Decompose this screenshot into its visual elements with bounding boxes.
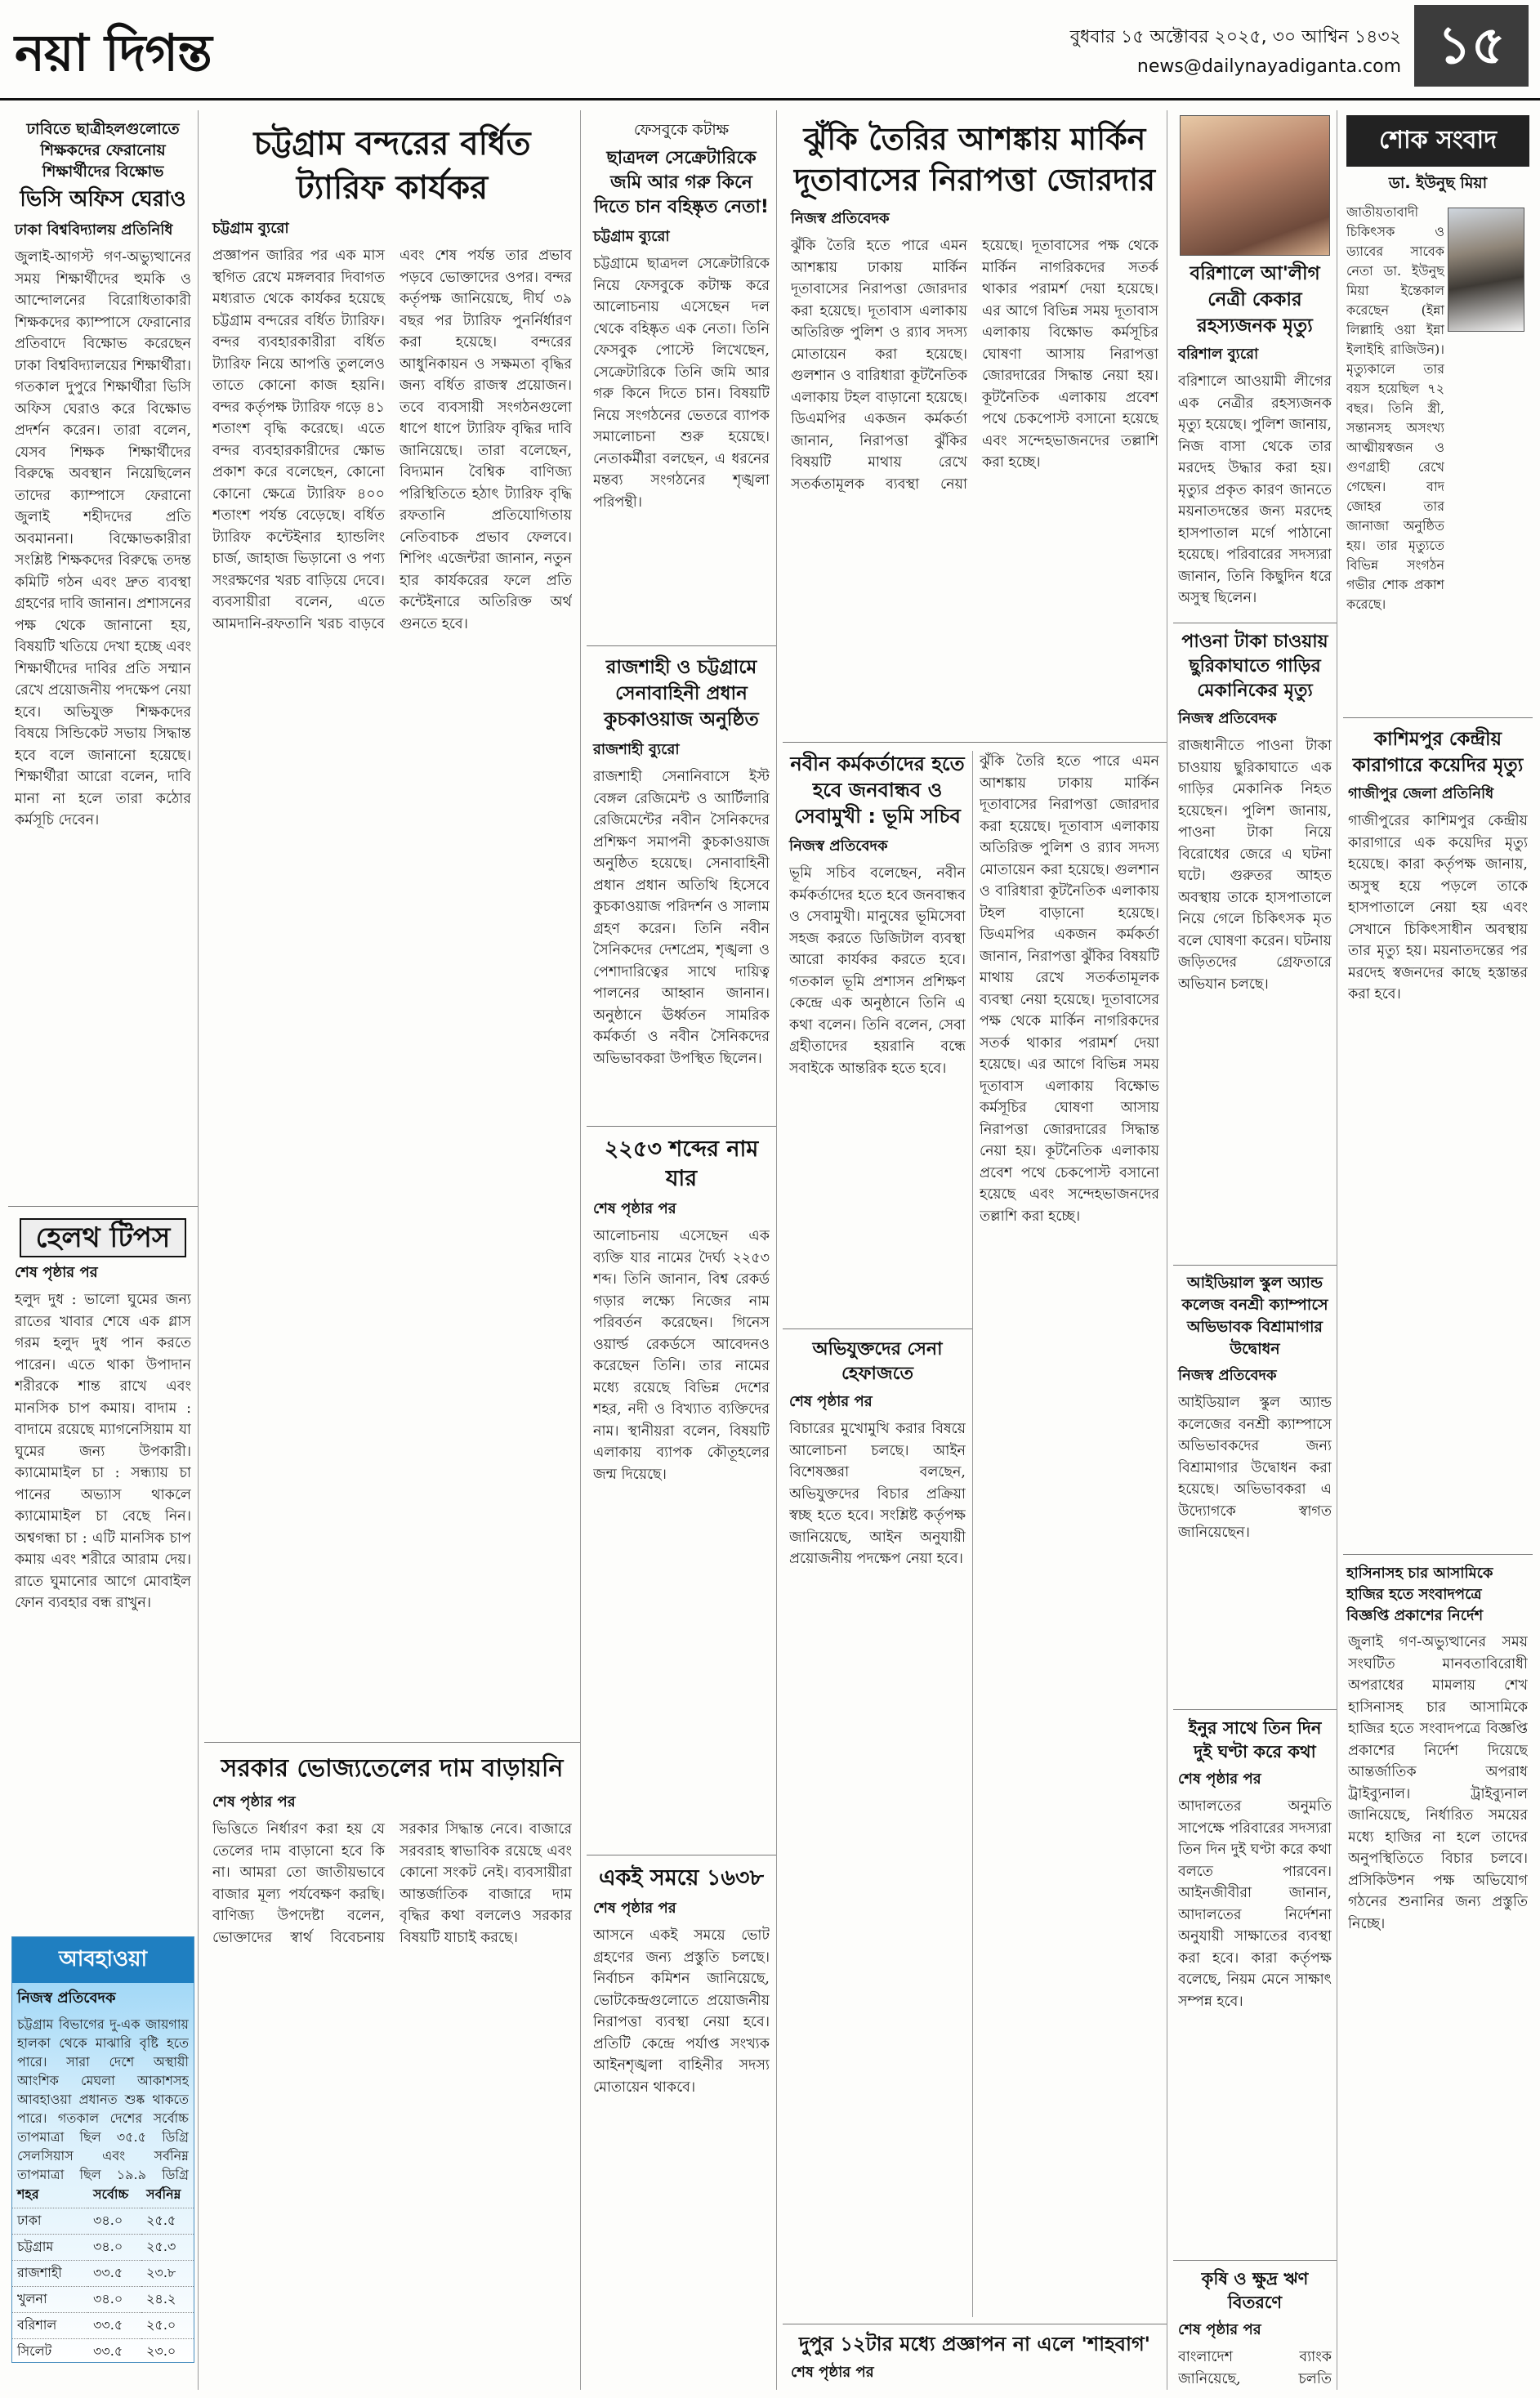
byline: শেষ পৃষ্ঠার পর <box>1178 2321 1261 2338</box>
contact-email: news@dailynayadiganta.com <box>1136 56 1401 77</box>
byline: শেষ পৃষ্ঠার পর <box>593 1200 676 1217</box>
byline: চট্টগ্রাম ব্যুরো <box>212 220 289 237</box>
byline: নিজস্ব প্রতিবেদক <box>791 210 890 227</box>
cell: ৩৩.৫ <box>88 2313 141 2339</box>
article-headline: চট্টগ্রাম বন্দরের বর্ধিত ট্যারিফ কার্যকর <box>253 125 531 207</box>
article-body: আসনে একই সময়ে ভোট গ্রহণের জন্য প্রস্তুতি চলছে। নির্বাচন কমিশন জানিয়েছে, ভোটকেন্দ্রগুলোতে প্রয়োজনীয় নিরাপত্তা ব্যবস্থা নেয়া হবে। প্রতিটি কেন্দ্রে পর্যাপ্ত সংখ্যক আইনশৃঙ্খলা বাহিনীর সদস্য মোতায়েন থাকবে। <box>593 1927 770 2096</box>
table-row <box>12 2339 194 2364</box>
article-body-continued: ঝুঁকি তৈরি হতে পারে এমন আশঙ্কায় ঢাকায় মার্কিন দূতাবাসের নিরাপত্তা জোরদার করা হয়েছে। দূতাবাস এলাকায় অতিরিক্ত পুলিশ ও র‍্যাব সদস্য মোতায়েন করা হয়েছে। গুলশান ও বারিধারা কূটনৈতিক এলাকায় টহল বাড়ানো হয়েছে। ডিএমপির একজন কর্মকর্তা জানান, নিরাপত্তা ঝুঁকির বিষয়টি মাথায় রেখে সতর্কতামূলক ব্যবস্থা নেয়া হয়েছে। দূতাবাসের পক্ষ থেকে মার্কিন নাগরিকদের সতর্ক থাকার পরামর্শ দেয়া হয়েছে। এর আগে বিভিন্ন সময় দূতাবাস এলাকায় বিক্ষোভ কর্মসূচির ঘোষণা আসায় নিরাপত্তা জোরদারের সিদ্ধান্ত নেয়া হয়। কূটনৈতিক এলাকায় প্রবেশ পথে চেকপোস্ট বসানো হয়েছে এবং সন্দেহভাজনদের তল্লাশি করা হচ্ছে। <box>980 753 1159 1225</box>
dateline <box>1070 23 1401 82</box>
article-body: ভিত্তিতে নির্ধারণ করা হয় যে তেলের দাম বাড়ানো হবে কি না। আমরা তো জাতীয়ভাবে বাজার মূল্য পর্যবেক্ষণ করছি। বাণিজ্য উপদেষ্টা বলেন, ভোক্তাদের স্বার্থ বিবেচনায় সরকার সিদ্ধান্ত নেবে। বাজারে সরবরাহ স্বাভাবিক রয়েছে এবং কোনো সংকট নেই। ব্যবসায়ীরা আন্তর্জাতিক বাজারে দাম বৃদ্ধির কথা বললেও সরকার বিষয়টি যাচাই করছে। <box>212 1821 572 1946</box>
weather-table <box>12 2182 194 2363</box>
cell: ২৫.৫ <box>141 2208 194 2235</box>
byline: চট্টগ্রাম ব্যুরো <box>593 228 670 245</box>
byline: নিজস্ব প্রতিবেদক <box>17 1989 116 2007</box>
article-body: বরিশালে আওয়ামী লীগের এক নেত্রীর রহস্যজনক মৃত্যু হয়েছে। পুলিশ জানায়, নিজ বাসা থেকে তার মরদেহ উদ্ধার করা হয়। মৃত্যুর প্রকৃত কারণ জানতে ময়নাতদন্তের জন্য মরদেহ হাসপাতাল মর্গে পাঠানো হয়েছে। পরিবারের সদস্যরা জানান, তিনি কিছুদিন ধরে অসুস্থ ছিলেন। <box>1178 373 1332 606</box>
cell: ৩৩.৫ <box>88 2261 141 2287</box>
sub-column-left <box>783 751 973 2317</box>
article-kicker: ফেসবুকে কটাক্ষ <box>633 121 730 139</box>
obituary-block <box>1343 203 1533 709</box>
article-headline: রাজশাহী ও চট্টগ্রামে সেনাবাহিনী প্রধান কুচকাওয়াজ অনুষ্ঠিত <box>604 657 759 730</box>
table-row <box>12 2313 194 2339</box>
article-headline: নবীন কর্মকর্তাদের হতে হবে জনবান্ধব ও সেবামুখী : ভূমি সচিব <box>790 752 965 828</box>
cell: ৩৩.৫ <box>88 2339 141 2364</box>
article-headline: একই সময়ে ১৬৩৮ <box>598 1865 764 1891</box>
sub-column-right <box>973 751 1166 2317</box>
byline: শেষ পৃষ্ঠার পর <box>15 1264 98 1281</box>
article-headline: ঝুঁকি তৈরির আশঙ্কায় মার্কিন দূতাবাসের নিরাপত্তা জোরদার <box>793 121 1156 198</box>
table-row <box>12 2261 194 2287</box>
obituary-body: জাতীয়তাবাদী চিকিৎসক ও ড্যাবের সাবেক নেতা ডা. ইউনুছ মিয়া ইন্তেকাল করেছেন (ইন্না লিল্লাহি ওয়া ইন্না ইলাইহি রাজিউন)। মৃত্যুকালে তার বয়স হয়েছিল ৭২ বছর। তিনি স্ত্রী, সন্তানসহ অসংখ্য আত্মীয়স্বজন ও গুণগ্রাহী রেখে গেছেন। বাদ জোহর তার জানাজা অনুষ্ঠিত হয়। তার মৃত্যুতে বিভিন্ন সংগঠন গভীর শোক প্রকাশ করেছে। <box>1346 204 1444 612</box>
byline: ঢাকা বিশ্ববিদ্যালয় প্রতিনিধি <box>15 221 173 239</box>
section-title-health-tips: হেলথ টিপস <box>20 1218 186 1257</box>
cell: ৩৪.০ <box>88 2235 141 2261</box>
cell: ২৫.০ <box>141 2313 194 2339</box>
byline: বরিশাল ব্যুরো <box>1178 346 1259 363</box>
byline: শেষ পৃষ্ঠার পর <box>212 1793 296 1811</box>
article-body: রাজধানীতে পাওনা টাকা চাওয়ায় ছুরিকাঘাতে এক গাড়ির মেকানিক নিহত হয়েছেন। পুলিশ জানায়, পাওনা টাকা নিয়ে বিরোধের জেরে এ ঘটনা ঘটে। গুরুতর আহত অবস্থায় তাকে হাসপাতালে নিয়ে গেলে চিকিৎসক মৃত বলে ঘোষণা করেন। ঘটনায় জড়িতদের গ্রেফতারে অভিযান চলছে। <box>1178 738 1332 993</box>
divider <box>204 1742 580 1743</box>
column-6 <box>1343 110 1533 2390</box>
article-headline: ছাত্রদল সেক্রেটারিকে জমি আর গরু কিনে দিতে চান বহিষ্কৃত নেতা! <box>594 148 769 217</box>
header-cell: সর্বনিম্ন <box>141 2182 194 2208</box>
byline: নিজস্ব প্রতিবেদক <box>789 837 888 855</box>
article-body: হলুদ দুধ : ভালো ঘুমের জন্য রাতের খাবার শেষে এক গ্লাস গরম হলুদ দুধ পান করতে পারেন। এতে থাকা উপাদান শরীরকে শান্ত রাখে এবং মানসিক চাপ কমায়। বাদাম : বাদামে রয়েছে ম্যাগনেসিয়াম যা ঘুমের জন্য উপকারী। ক্যামোমাইল চা : সন্ধ্যায় চা পানের অভ্যাস থাকলে ক্যামোমাইল চা বেছে নিন। অশ্বগন্ধা চা : এটি মানসিক চাপ কমায় এবং শরীরে আরাম দেয়। রাতে ঘুমানোর আগে মোবাইল ফোন ব্যবহার বন্ধ রাখুন। <box>15 1292 191 1611</box>
article-body: ঝুঁকি তৈরি হতে পারে এমন আশঙ্কায় ঢাকায় মার্কিন দূতাবাসের নিরাপত্তা জোরদার করা হয়েছে। দূতাবাস এলাকায় অতিরিক্ত পুলিশ ও র‍্যাব সদস্য মোতায়েন করা হয়েছে। গুলশান ও বারিধারা কূটনৈতিক এলাকায় টহল বাড়ানো হয়েছে। ডিএমপির একজন কর্মকর্তা জানান, নিরাপত্তা ঝুঁকির বিষয়টি মাথায় রেখে সতর্কতামূলক ব্যবস্থা নেয়া হয়েছে। দূতাবাসের পক্ষ থেকে মার্কিন নাগরিকদের সতর্ক থাকার পরামর্শ দেয়া হয়েছে। এর আগে বিভিন্ন সময় দূতাবাস এলাকায় বিক্ষোভ কর্মসূচির ঘোষণা আসায় নিরাপত্তা জোরদারের সিদ্ধান্ত নেয়া হয়। কূটনৈতিক এলাকায় প্রবেশ পথে চেকপোস্ট বসানো হয়েছে এবং সন্দেহভাজনদের তল্লাশি করা হচ্ছে। <box>791 238 1158 493</box>
weather-body: চট্টগ্রাম বিভাগের দু-এক জায়গায় হালকা থেকে মাঝারি বৃষ্টি হতে পারে। সারা দেশে অস্থায়ী আংশিক মেঘলা আকাশসহ আবহাওয়া প্রধানত শুষ্ক থাকতে পারে। গতকাল দেশের সর্বোচ্চ তাপমাত্রা ছিল ৩৫.৫ ডিগ্রি সেলসিয়াস এবং সর্বনিম্ন তাপমাত্রা ছিল ১৯.৯ ডিগ্রি <box>17 2016 189 2182</box>
divider <box>783 742 1167 743</box>
article-kicker: ঢাবিতে ছাত্রীহলগুলোতে শিক্ষকদের ফেরানোয় শিক্ষার্থীদের বিক্ষোভ <box>26 120 180 181</box>
divider <box>1173 2260 1337 2261</box>
weather-box <box>11 1936 194 2363</box>
table-row <box>12 2208 194 2235</box>
obituary-photo <box>1448 208 1524 332</box>
article-body: জুলাই গণ-অভ্যুত্থানের সময় সংঘটিত মানবতাবিরোধী অপরাধের মামলায় শেখ হাসিনাসহ চার আসামিকে হাজির হতে সংবাদপত্রে বিজ্ঞপ্তি প্রকাশের নির্দেশ দিয়েছে আন্তর্জাতিক অপরাধ ট্রাইব্যুনাল। ট্রাইব্যুনাল জানিয়েছে, নির্ধারিত সময়ের মধ্যে হাজির না হলে তাদের অনুপস্থিতিতে বিচার চলবে। প্রসিকিউশন পক্ষ অভিযোগ গঠনের শুনানির জন্য প্রস্তুতি নিচ্ছে। <box>1348 1634 1528 1932</box>
cell: ৩৪.০ <box>88 2287 141 2313</box>
weather-title: আবহাওয়া <box>12 1937 194 1983</box>
cell: খুলনা <box>12 2287 88 2313</box>
article-body <box>791 2389 1158 2390</box>
article-body: গাজীপুরের কাশিমপুর কেন্দ্রীয় কারাগারে এক কয়েদির মৃত্যু হয়েছে। কারা কর্তৃপক্ষ জানায়, অসুস্থ হয়ে পড়লে তাকে হাসপাতালে নেয়া হয় এবং সেখানে চিকিৎসাধীন অবস্থায় তার মৃত্যু হয়। ময়নাতদন্তের পর মরদেহ স্বজনদের কাছে হস্তান্তর করা হবে। <box>1348 813 1528 1003</box>
article-headline: হাসিনাসহ চার আসামিকে হাজির হতে সংবাদপত্রে বিজ্ঞপ্তি প্রকাশের নির্দেশ <box>1346 1565 1493 1624</box>
page-number-badge: ১৫ <box>1414 5 1529 87</box>
table-row <box>12 2287 194 2313</box>
article-headline: পাওনা টাকা চাওয়ায় ছুরিকাঘাতে গাড়ির মেকানিকের মৃত্যু <box>1181 632 1328 701</box>
cell: সিলেট <box>12 2339 88 2364</box>
column-3 <box>587 110 777 2390</box>
cell: চট্টগ্রাম <box>12 2235 88 2261</box>
article-body: আলোচনায় এসেছেন এক ব্যক্তি যার নামের দৈর্ঘ্য ২২৫৩ শব্দ। তিনি জানান, বিশ্ব রেকর্ড গড়ার লক্ষ্যে নিজের নাম পরিবর্তন করেছেন। গিনেস ওয়ার্ল্ড রেকর্ডসে আবেদনও করেছেন তিনি। তার নামের মধ্যে রয়েছে বিভিন্ন দেশের শহর, নদী ও বিখ্যাত ব্যক্তিদের নাম। স্থানীয়রা বলেন, বিষয়টি এলাকায় ব্যাপক কৌতূহলের জন্ম দিয়েছে। <box>593 1228 770 1483</box>
obituary-name: ডা. ইউনুছ মিয়া <box>1388 174 1488 192</box>
divider <box>1173 1265 1337 1266</box>
issue-date: বুধবার ১৫ অক্টোবর ২০২৫, ৩০ আশ্বিন ১৪৩২ <box>1069 27 1401 47</box>
cell: ৩৪.০ <box>88 2208 141 2235</box>
divider <box>1343 1554 1533 1555</box>
byline: নিজস্ব প্রতিবেদক <box>1178 1367 1277 1384</box>
divider <box>587 645 776 646</box>
byline: শেষ পৃষ্ঠার পর <box>789 1393 873 1410</box>
cell: রাজশাহী <box>12 2261 88 2287</box>
article-body: চট্টগ্রামে ছাত্রদল সেক্রেটারিকে নিয়ে ফেসবুকে কটাক্ষ করে আলোচনায় এসেছেন দল থেকে বহিষ্কৃত এক নেতা। তিনি ফেসবুক পোস্টে লিখেছেন, সেক্রেটারিকে তিনি জমি আর গরু কিনে দিতে চান। বিষয়টি নিয়ে সংগঠনের ভেতরে ব্যাপক সমালোচনা শুরু হয়েছে। নেতাকর্মীরা বলছেন, এ ধরনের মন্তব্য সংগঠনের শৃঙ্খলা পরিপন্থী। <box>593 256 770 511</box>
divider <box>1343 717 1533 718</box>
divider <box>1173 1709 1337 1710</box>
article-headline: কৃষি ও ক্ষুদ্র ঋণ বিতরণে <box>1201 2269 1309 2312</box>
column-5 <box>1173 110 1337 2390</box>
table-header <box>12 2182 194 2208</box>
cell: ২৫.৩ <box>141 2235 194 2261</box>
byline: রাজশাহী ব্যুরো <box>593 741 680 758</box>
article-headline: কাশিমপুর কেন্দ্রীয় কারাগারে কয়েদির মৃত্যু <box>1352 729 1524 776</box>
article-body: ভূমি সচিব বলেছেন, নবীন কর্মকর্তাদের হতে হবে জনবান্ধব ও সেবামুখী। মানুষের ভূমিসেবা সহজ করতে ডিজিটাল ব্যবস্থা আরো কার্যকর করতে হবে। গতকাল ভূমি প্রশাসন প্রশিক্ষণ কেন্দ্রে এক অনুষ্ঠানে তিনি এ কথা বলেন। তিনি বলেন, সেবা গ্রহীতাদের হয়রানি বন্ধে সবাইকে আন্তরিক হতে হবে। <box>789 865 966 1077</box>
byline: শেষ পৃষ্ঠার পর <box>1178 1771 1261 1788</box>
byline: শেষ পৃষ্ঠার পর <box>791 2364 874 2381</box>
table-row <box>12 2235 194 2261</box>
byline: গাজীপুর জেলা প্রতিনিধি <box>1348 785 1494 802</box>
column-2 <box>204 110 581 2390</box>
article-headline: ২২৫৩ শব্দের নাম যার <box>604 1136 759 1191</box>
byline: নিজস্ব প্রতিবেদক <box>1178 710 1277 727</box>
article-headline: বরিশালে আ'লীগ নেত্রী কেকার রহস্যজনক মৃত্যু <box>1190 263 1320 337</box>
divider <box>587 1126 776 1127</box>
article-body: জুলাই-আগস্ট গণ-অভ্যুত্থানের সময় শিক্ষার্থীদের হুমকি ও আন্দোলনের বিরোধিতাকারী শিক্ষকদের ক্যাম্পাসে ফেরানোর প্রতিবাদে বিক্ষোভ করেছেন ঢাকা বিশ্ববিদ্যালয়ের শিক্ষার্থীরা। গতকাল দুপুরে শিক্ষার্থীরা ভিসি অফিস ঘেরাও করে বিক্ষোভ প্রদর্শন করেন। তারা বলেন, যেসব শিক্ষক শিক্ষার্থীদের বিরুদ্ধে অবস্থান নিয়েছিলেন তাদের ক্যাম্পাসে ফেরানো জুলাই শহীদদের প্রতি অবমাননা। বিক্ষোভকারীরা সংশ্লিষ্ট শিক্ষকদের বিরুদ্ধে তদন্ত কমিটি গঠন এবং দ্রুত ব্যবস্থা গ্রহণের দাবি জানান। প্রশাসনের পক্ষ থেকে জানানো হয়, বিষয়টি খতিয়ে দেখা হচ্ছে এবং শিক্ষার্থীদের দাবির প্রতি সম্মান রেখে প্রয়োজনীয় পদক্ষেপ নেয়া হবে। অভিযুক্ত শিক্ষকদের বিষয়ে সিন্ডিকেট সভায় সিদ্ধান্ত হবে বলে জানানো হয়েছে। শিক্ষার্থীরা আরো বলেন, দাবি মানা না হলে তারা কঠোর কর্মসূচি দেবেন। <box>15 249 191 828</box>
section-title-obituary: শোক সংবাদ <box>1346 115 1529 167</box>
article-body: বাংলাদেশ ব্যাংক জানিয়েছে, চলতি <box>1178 2349 1332 2387</box>
article-body: আইডিয়াল স্কুল অ্যান্ড কলেজের বনশ্রী ক্যাম্পাসে অভিভাবকদের জন্য বিশ্রামাগার উদ্বোধন করা হয়েছে। অভিভাবকরা এ উদ্যোগকে স্বাগত জানিয়েছেন। <box>1178 1395 1332 1541</box>
article-headline: ইনুর সাথে তিন দিন দুই ঘণ্টা করে কথা <box>1188 1718 1322 1762</box>
header-cell: সর্বোচ্চ <box>88 2182 141 2208</box>
article-headline: সরকার ভোজ্যতেলের দাম বাড়ায়নি <box>221 1754 564 1783</box>
article-headline: অভিযুক্তদের সেনা হেফাজতে <box>812 1339 943 1384</box>
newspaper-logo: নয়া দিগন্ত <box>15 23 212 83</box>
portrait-photo <box>1180 115 1330 256</box>
cell: ঢাকা <box>12 2208 88 2235</box>
byline: শেষ পৃষ্ঠার পর <box>593 1900 676 1917</box>
column-4 <box>783 110 1167 2390</box>
article-body: রাজশাহী সেনানিবাসে ইস্ট বেঙ্গল রেজিমেন্ট ও আর্টিলারি রেজিমেন্টের নবীন সৈনিকদের প্রশিক্ষণ সমাপনী কুচকাওয়াজ অনুষ্ঠিত হয়েছে। সেনাবাহিনী প্রধান প্রধান অতিথি হিসেবে কুচকাওয়াজ পরিদর্শন ও সালাম গ্রহণ করেন। তিনি নবীন সৈনিকদের দেশপ্রেম, শৃঙ্খলা ও পেশাদারিত্বের সাথে দায়িত্ব পালনের আহ্বান জানান। অনুষ্ঠানে ঊর্ধ্বতন সামরিক কর্মকর্তা ও নবীন সৈনিকদের অভিভাবকরা উপস্থিত ছিলেন। <box>593 769 770 1067</box>
article-headline: ভিসি অফিস ঘেরাও <box>20 187 186 212</box>
article-headline: আইডিয়াল স্কুল অ্যান্ড কলেজ বনশ্রী ক্যাম্পাসে অভিভাবক বিশ্রামাগার উদ্বোধন <box>1181 1274 1328 1358</box>
header-cell: শহর <box>12 2182 88 2208</box>
lower-articles <box>783 751 1167 2317</box>
article-body: বিচারের মুখোমুখি করার বিষয়ে আলোচনা চলছে। আইন বিশেষজ্ঞরা বলছেন, অভিযুক্তদের বিচার প্রক্রিয়া স্বচ্ছ হতে হবে। সংশ্লিষ্ট কর্তৃপক্ষ জানিয়েছে, আইন অনুযায়ী প্রয়োজনীয় পদক্ষেপ নেয়া হবে। <box>789 1421 966 1567</box>
masthead <box>0 0 1540 100</box>
divider <box>8 1206 198 1207</box>
cell: ২৩.৮ <box>141 2261 194 2287</box>
cell: ২৩.০ <box>141 2339 194 2364</box>
article-body: প্রজ্ঞাপন জারির পর এক মাস স্থগিত রেখে মঙ্গলবার দিবাগত মধ্যরাত থেকে কার্যকর হয়েছে চট্টগ্রাম বন্দরের বর্ধিত ট্যারিফ। বন্দর ব্যবহারকারীরা বর্ধিত ট্যারিফ নিয়ে আপত্তি তুললেও তাতে কোনো কাজ হয়নি। বন্দর কর্তৃপক্ষ ট্যারিফ গড়ে ৪১ শতাংশ বৃদ্ধি করেছে। এতে বন্দর ব্যবহারকারীদের ক্ষোভ প্রকাশ করে বলেছেন, কোনো কোনো ক্ষেত্রে ট্যারিফ ৪০০ শতাংশ পর্যন্ত বেড়েছে। বর্ধিত ট্যারিফ কন্টেইনার হ্যান্ডলিং চার্জ, জাহাজ ভিড়ানো ও পণ্য সংরক্ষণের খরচ বাড়িয়ে দেবে। ব্যবসায়ীরা বলেন, এতে আমদানি-রফতানি খরচ বাড়বে এবং শেষ পর্যন্ত তার প্রভাব পড়বে ভোক্তাদের ওপর। বন্দর কর্তৃপক্ষ জানিয়েছে, দীর্ঘ ৩৯ বছর পর ট্যারিফ পুনর্নির্ধারণ করা হয়েছে। বন্দরের আধুনিকায়ন ও সক্ষমতা বৃদ্ধির জন্য বর্ধিত রাজস্ব প্রয়োজন। তবে ব্যবসায়ী সংগঠনগুলো ধাপে ধাপে ট্যারিফ বৃদ্ধির দাবি জানিয়েছে। তারা বলেছেন, বিদ্যমান বৈশ্বিক বাণিজ্য পরিস্থিতিতে হঠাৎ ট্যারিফ বৃদ্ধি রফতানি প্রতিযোগিতায় নেতিবাচক প্রভাব ফেলবে। শিপিং এজেন্টরা জানান, নতুন হার কার্যকরের ফলে প্রতি কন্টেইনারে অতিরিক্ত অর্থ গুনতে হবে। <box>212 248 572 632</box>
article-body: আদালতের অনুমতি সাপেক্ষে পরিবারের সদস্যরা তিন দিন দুই ঘণ্টা করে কথা বলতে পারবেন। আইনজীবীরা জানান, আদালতের নির্দেশনা অনুযায়ী সাক্ষাতের ব্যবস্থা করা হবে। কারা কর্তৃপক্ষ বলেছে, নিয়ম মেনে সাক্ষাৎ সম্পন্ন হবে। <box>1178 1798 1332 2010</box>
column-1 <box>8 110 199 2390</box>
cell: ২৪.২ <box>141 2287 194 2313</box>
article-headline: দুপুর ১২টার মধ্যে প্রজ্ঞাপন না এলে 'শাহবাগ' <box>798 2333 1151 2356</box>
cell: বরিশাল <box>12 2313 88 2339</box>
